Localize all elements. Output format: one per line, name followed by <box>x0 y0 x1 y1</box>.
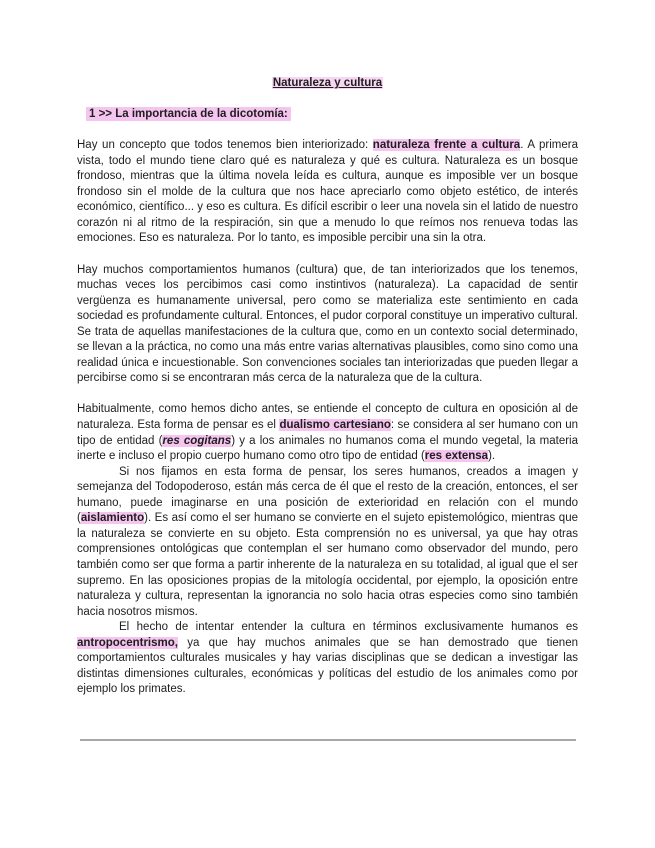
paragraph-text: El hecho de intentar entender la cultura en términos exclusivamente humanos es <box>119 621 578 634</box>
key-term-naturaleza-frente-a-cultura: naturaleza frente a cultura <box>372 139 521 152</box>
document-title-text: Naturaleza y cultura <box>272 77 383 89</box>
section-heading-text: 1 >> La importancia de la dicotomía: <box>86 107 291 121</box>
paragraph-5 <box>77 620 578 698</box>
document-body <box>77 76 578 698</box>
paragraph-text: ). <box>488 450 496 463</box>
key-term-res-cogitans: res cogitans <box>162 434 232 447</box>
key-term-antropocentrismo: antropocentrismo, <box>77 636 178 649</box>
key-term-aislamiento: aislamiento <box>80 512 145 525</box>
section-heading <box>77 107 578 123</box>
paragraph-text: ya que hay muchos animales que se han demostrado que tienen comportamientos culturales musicales y hay varias disciplinas que se dedican a investigar las distintas dimensiones culturales, económicas y políticas del estudio de los animales como por ejemplo los primates. <box>77 636 578 696</box>
document-title <box>77 76 578 92</box>
horizontal-rule <box>80 739 576 741</box>
paragraph-3 <box>77 402 578 464</box>
paragraph-text: Habitualmente, como hemos dicho antes, se entiende el concepto de cultura en oposición al de naturaleza. Esta forma de pensar es el <box>77 403 578 432</box>
paragraph-text: . A primera vista, todo el mundo tiene claro qué es naturaleza y qué es cultura. Naturaleza es un bosque frondoso, mientras que la última novela leída es cultura, aunque es imposible ver un bosque frondoso sin el molde de la cultura que nos hace apreciarlo como objeto estético, de interés económico, científico... y eso es cultura. Es difícil escribir o leer una novela sin el latido de nuestro corazón ni al ritmo de la respiración, sin que a menudo lo que reímos nos renueva todas las emociones. Eso es naturaleza. Por lo tanto, es imposible percibir una sin la otra. <box>77 139 578 245</box>
key-term-dualismo-cartesiano: dualismo cartesiano <box>279 419 391 432</box>
key-term-res-extensa: res extensa <box>424 450 489 463</box>
paragraph-text: ). Es así como el ser humano se convierte en el sujeto epistemológico, mientras que la naturaleza se convierte en su objeto. Esta comprensión no es universal, ya que hay otras comprensiones ontológicas que contemplan el ser humano como observador del mundo, pero también como ser que forma a partir inherente de la naturaleza en su totalidad, al igual que el ser supremo. En las oposiciones propias de la mitología occidental, por ejemplo, la oposición entre naturaleza y cultura, representan la ignorancia no solo hacia otras especies como sino también hacia nosotros mismos. <box>77 512 578 618</box>
paragraph-text: Si nos fijamos en esta forma de pensar, los seres humanos, creados a imagen y semejanza del Todopoderoso, están más cerca de él que el resto de la creación, entonces, el ser humano, puede imaginarse en una posición de exterioridad en relación con el mundo ( <box>77 465 578 525</box>
paragraph-2 <box>77 263 578 387</box>
paragraph-text: Hay muchos comportamientos humanos (cultura) que, de tan interiorizados que los tenemos, muchas veces los percibimos casi como instintivos (naturaleza). La capacidad de sentir vergüenza es humanamente universal, pero como se materializa este sentimiento en cada sociedad es profundamente cultural. Entonces, el pudor corporal constituye un imperativo cultural. Se trata de aquellas manifestaciones de la cultura que, como en un contexto social determinado, se llevan a la práctica, no como una más entre varias alternativas plausibles, como sino como una realidad única e incuestionable. Son convenciones sociales tan interiorizadas que pueden llegar a percibirse como si se encontraran más cerca de la naturaleza que de la cultura. <box>77 263 578 385</box>
paragraph-text: ) y a los animales no humanos coma el mundo vegetal, la materia inerte e incluso el propio cuerpo humano como otro tipo de entidad ( <box>77 434 579 463</box>
paragraph-1 <box>77 138 578 247</box>
paragraph-text: : se considera al ser humano con un tipo de entidad ( <box>77 419 578 447</box>
paragraph-4 <box>77 465 578 620</box>
paragraph-text: Hay un concepto que todos tenemos bien interiorizado: <box>77 139 373 152</box>
